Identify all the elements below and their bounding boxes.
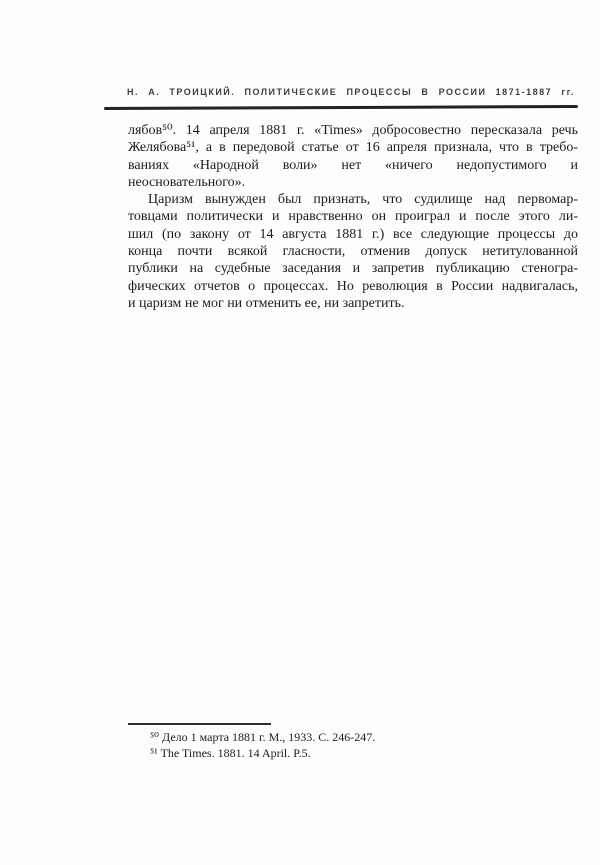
running-header-title: Н. А. ТРОИЦКИЙ. ПОЛИТИЧЕСКИЕ ПРОЦЕССЫ В РОССИИ 1871-1887 гг. xyxy=(127,87,575,97)
header-rule xyxy=(104,105,578,110)
footnote-list xyxy=(128,729,578,761)
footnote-item: ⁵⁰ Дело 1 марта 1881 г. М., 1933. С. 246-247. xyxy=(150,730,376,744)
body-text xyxy=(128,122,578,312)
footnote-item: ⁵¹ The Times. 1881. 14 April. P.5. xyxy=(150,746,311,760)
text-line: неосновательного». xyxy=(128,174,246,190)
text-line: ваниях «Народной воли» нет «ничего недопустимого и xyxy=(128,157,578,173)
text-line: фических отчетов о процессах. Но революция в России надвигалась, xyxy=(128,278,578,294)
footnote-separator xyxy=(128,723,271,725)
text-line: товцами политически и нравственно он проиграл и после этого ли- xyxy=(128,209,578,225)
text-line: Царизм вынужден был признать, что судилище над первомар- xyxy=(148,192,578,208)
text-line: лябов⁵⁰. 14 апреля 1881 г. «Times» добросовестно пересказала речь xyxy=(128,123,578,138)
text-line: и царизм не мог ни отменить ее, ни запретить. xyxy=(128,295,405,311)
text-line: Желябова⁵¹, а в передовой статье от 16 апреля признала, что в требо- xyxy=(128,140,578,156)
text-line: шил (по закону от 14 августа 1881 г.) все следующие процессы до xyxy=(128,226,578,242)
text-line: публики на судебные заседания и запретив публикацию стеногра- xyxy=(128,261,578,277)
text-line: конца почти всякой гласности, отменив допуск нетитулованной xyxy=(128,244,578,260)
